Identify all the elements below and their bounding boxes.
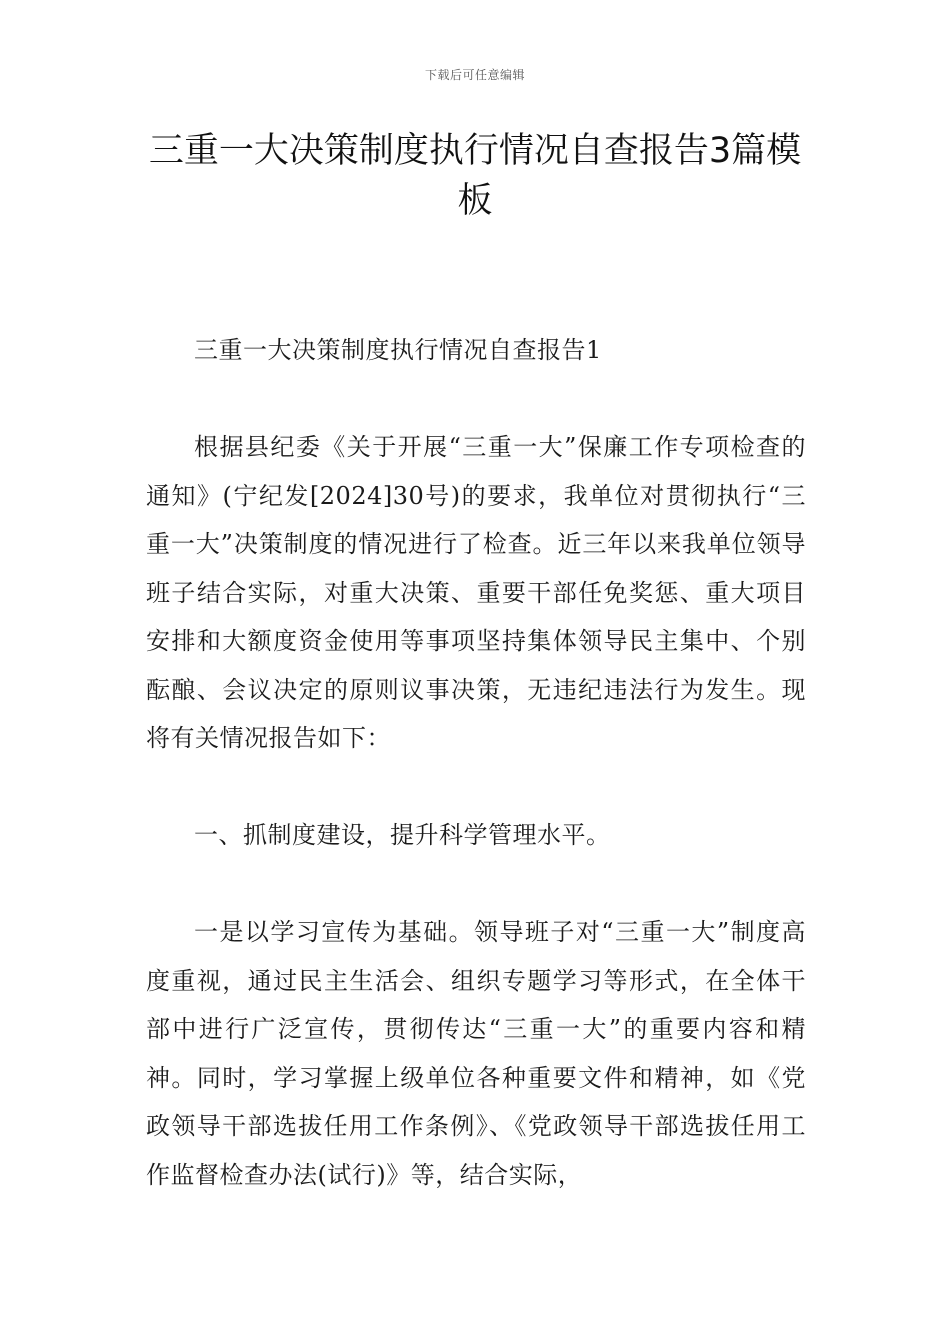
- intro-paragraph: 根据县纪委《关于开展“三重一大”保廉工作专项检查的通知》(宁纪发[2024]30号)的要求，我单位对贯彻执行“三重一大”决策制度的情况进行了检查。近三年以来我单位领导班子结合实际，对重大决策、重要干部任免奖惩、重大项目安排和大额度资金使用等事项坚持集体领导民主集中、个别酝酿、会议决定的原则议事决策，无违纪违法行为发生。现将有关情况报告如下：: [146, 433, 806, 752]
- document-body: [146, 326, 806, 1248]
- subsection-heading: 一、抓制度建设，提升科学管理水平。: [194, 821, 611, 849]
- document-title: 三重一大决策制度执行情况自查报告3篇模板: [148, 131, 802, 221]
- body-paragraph: 一是以学习宣传为基础。领导班子对“三重一大”制度高度重视，通过民主生活会、组织专题学习等形式，在全体干部中进行广泛宣传，贯彻传达“三重一大”的重要内容和精神。同时，学习掌握上级单位各种重要文件和精神，如《党政领导干部选拔任用工作条例》、《党政领导干部选拔任用工作监督检查办法(试行)》等，结合实际，: [146, 918, 806, 1189]
- header-note: 下载后可任意编辑: [424, 68, 525, 82]
- section-heading-report-1: 三重一大决策制度执行情况自查报告1: [194, 336, 602, 364]
